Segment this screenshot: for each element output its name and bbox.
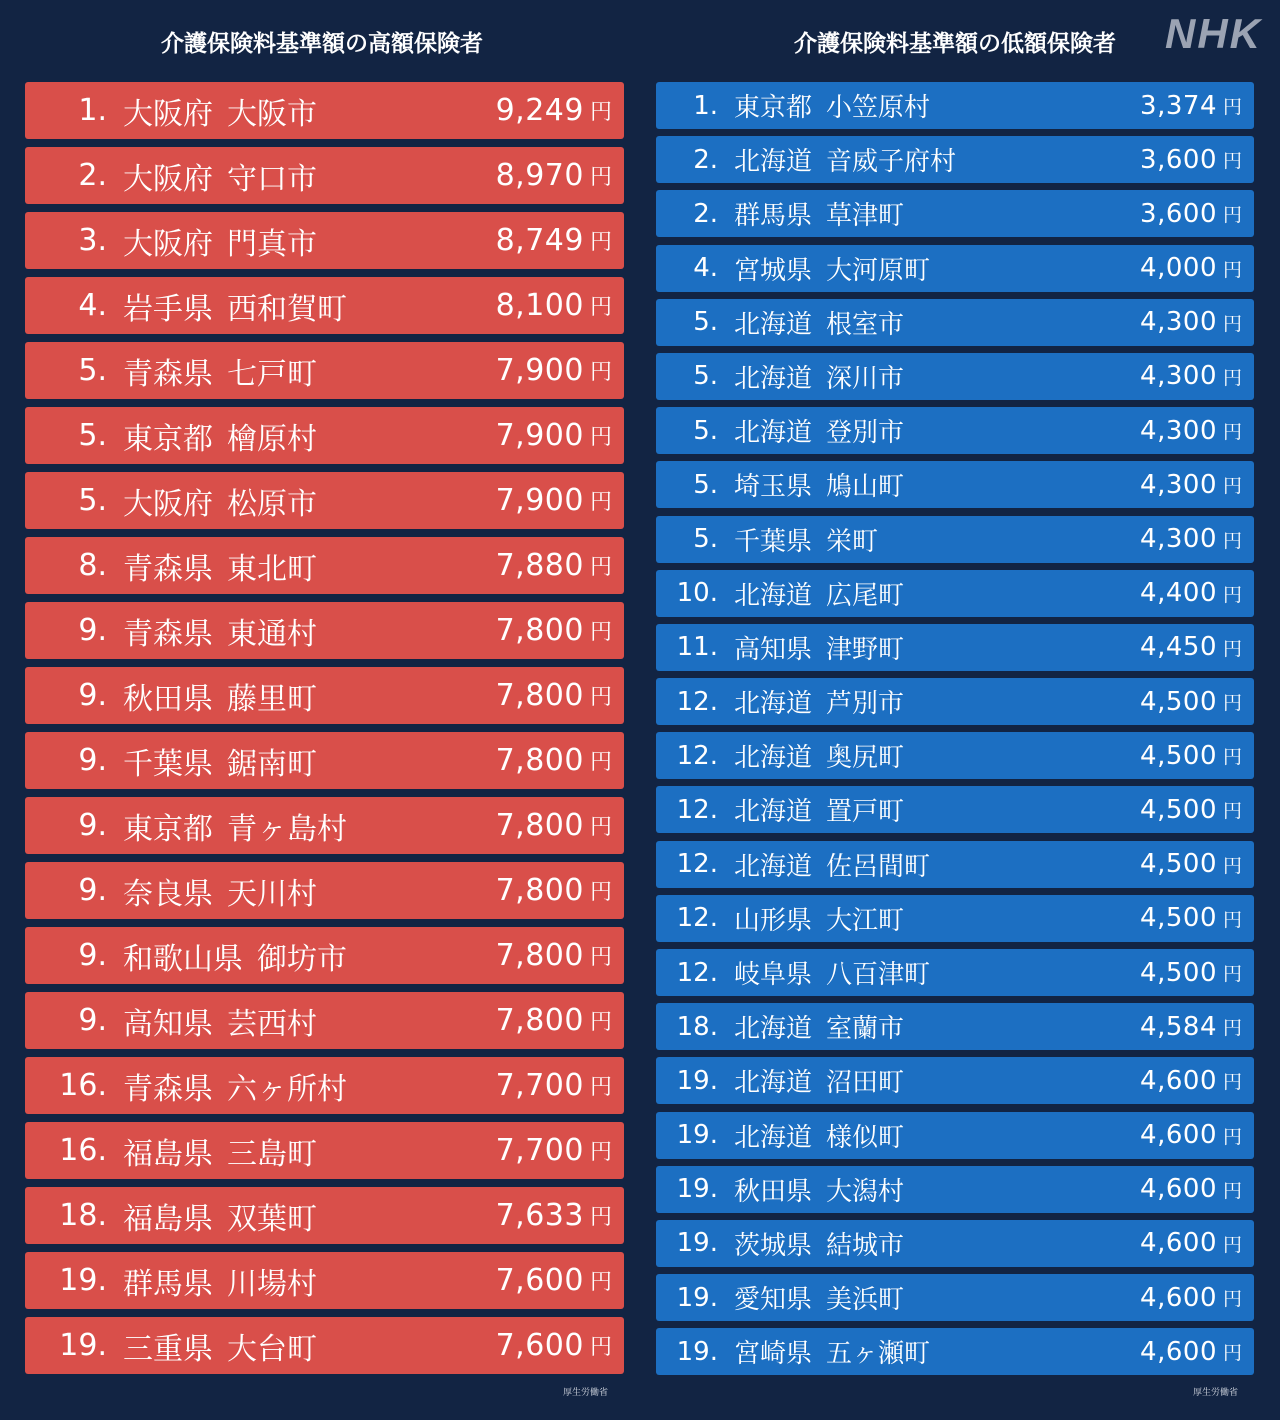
prefecture-name: 北海道 [734,797,813,828]
premium-amount: 4,500 [1140,740,1217,771]
prefecture-name: 埼玉県 [734,472,813,503]
premium-amount: 4,400 [1140,578,1217,609]
municipality-name: 檜原村 [227,421,317,457]
yen-unit: 円 [589,945,612,970]
rank-number: 12. [676,686,718,717]
municipality-name: 芸西村 [227,1006,317,1042]
municipality-name: 音威子府村 [826,147,957,178]
premium-amount: 8,749 [495,223,584,258]
municipality-name: 広尾町 [826,580,905,611]
yen-unit: 円 [1222,692,1242,715]
prefecture-name: 茨城県 [734,1230,813,1261]
ranking-row [25,1317,624,1374]
prefecture-name: 北海道 [734,309,813,340]
prefecture-name: 北海道 [734,418,813,449]
ranking-row [25,472,624,529]
yen-unit: 円 [1222,963,1242,985]
yen-unit: 円 [589,685,612,710]
yen-unit: 円 [1222,366,1242,389]
ranking-row [25,797,624,854]
rank-number: 8. [78,548,107,583]
premium-amount: 7,900 [495,353,584,388]
rank-number: 19. [676,1336,718,1367]
yen-unit: 円 [1222,1288,1242,1311]
ranking-row [656,1057,1254,1104]
municipality-name: 松原市 [227,486,317,522]
rank-number: 12. [676,957,718,988]
premium-amount: 4,600 [1140,1120,1217,1151]
rank-number: 10. [676,578,718,609]
yen-unit: 円 [1222,96,1242,118]
rank-number: 5. [78,353,107,388]
rank-number: 5. [693,307,718,338]
yen-unit: 円 [589,360,612,385]
prefecture-name: 北海道 [734,743,813,774]
prefecture-name: 北海道 [734,363,813,394]
yen-unit: 円 [1222,204,1242,227]
prefecture-name: 千葉県 [123,746,213,782]
yen-unit: 円 [1222,1017,1242,1040]
rank-number: 9. [78,873,107,908]
municipality-name: 根室市 [826,309,905,340]
ranking-row [656,136,1254,183]
nhk-logo [1124,10,1264,54]
ranking-row [656,624,1254,671]
municipality-name: 大台町 [227,1331,317,1367]
premium-amount: 4,600 [1140,1174,1217,1205]
high-premium-title: 介護保険料基準額の高額保険者 [161,30,483,57]
low-premium-title: 介護保険料基準額の低額保険者 [794,30,1116,57]
rank-number: 4. [78,288,107,323]
prefecture-name: 山形県 [734,905,813,936]
prefecture-name: 大阪府 [123,486,213,522]
municipality-name: 藤里町 [227,681,317,717]
ranking-row [25,1122,624,1179]
yen-unit: 円 [589,165,612,190]
prefecture-name: 東京都 [123,421,213,457]
ranking-row [656,353,1254,400]
rank-number: 2. [693,144,718,175]
prefecture-name: 群馬県 [123,1266,213,1302]
prefecture-name: 岩手県 [123,291,213,327]
ranking-row [656,1112,1254,1159]
yen-unit: 円 [1222,637,1242,660]
municipality-name: 鋸南町 [227,746,317,782]
premium-amount: 7,880 [495,548,584,583]
high-premium-source: 厚生労働省 [563,1388,609,1398]
premium-amount: 4,600 [1140,1336,1217,1367]
rank-number: 11. [676,632,718,663]
premium-amount: 7,600 [495,1328,584,1363]
municipality-name: 東通村 [227,616,317,652]
rank-number: 9. [78,1003,107,1038]
prefecture-name: 秋田県 [734,1176,813,1207]
yen-unit: 円 [589,1075,612,1100]
ranking-row [25,407,624,464]
ranking-row [656,516,1254,563]
premium-amount: 7,900 [495,418,584,453]
premium-amount: 4,300 [1140,307,1217,338]
rank-number: 5. [78,483,107,518]
yen-unit: 円 [1222,312,1242,335]
rank-number: 19. [59,1263,107,1298]
municipality-name: 三島町 [227,1136,317,1172]
yen-unit: 円 [589,425,612,450]
prefecture-name: 北海道 [734,1014,813,1045]
premium-amount: 8,100 [495,288,584,323]
yen-unit: 円 [1222,908,1242,931]
premium-amount: 7,800 [495,873,584,908]
ranking-row [25,667,624,724]
premium-amount: 4,000 [1140,253,1217,284]
municipality-name: 栄町 [826,526,879,557]
premium-amount: 4,600 [1140,1228,1217,1259]
ranking-row [656,245,1254,292]
rank-number: 9. [78,613,107,648]
municipality-name: 八百津町 [826,960,931,990]
municipality-name: 門真市 [227,226,317,262]
municipality-name: 室蘭市 [826,1014,905,1045]
municipality-name: 美浜町 [826,1285,905,1316]
yen-unit: 円 [589,620,612,645]
premium-amount: 7,800 [495,938,584,973]
ranking-row [656,1328,1254,1375]
ranking-row [656,895,1254,942]
ranking-row [656,1220,1254,1267]
prefecture-name: 千葉県 [734,526,813,557]
premium-amount: 3,374 [1140,90,1217,121]
premium-amount: 7,700 [495,1133,584,1168]
premium-amount: 7,800 [495,1003,584,1038]
premium-amount: 4,500 [1140,686,1217,717]
premium-amount: 4,584 [1140,1011,1217,1042]
municipality-name: 沼田町 [826,1068,905,1099]
municipality-name: 芦別市 [826,689,905,720]
prefecture-name: 大阪府 [123,226,213,262]
prefecture-name: 奈良県 [123,876,213,912]
ranking-row [25,1057,624,1114]
yen-unit: 円 [1222,421,1242,444]
ranking-row [25,277,624,334]
municipality-name: 青ヶ島村 [227,811,347,847]
rank-number: 4. [693,253,718,284]
prefecture-name: 東京都 [123,811,213,847]
prefecture-name: 北海道 [734,1068,813,1099]
prefecture-name: 北海道 [734,1122,813,1153]
yen-unit: 円 [589,230,612,255]
rank-number: 19. [59,1328,107,1363]
premium-amount: 9,249 [495,93,584,128]
yen-unit: 円 [589,815,612,840]
ranking-row [25,537,624,594]
municipality-name: 天川村 [227,876,317,912]
ranking-row [656,732,1254,779]
municipality-name: 川場村 [227,1266,317,1302]
prefecture-name: 秋田県 [123,681,213,717]
prefecture-name: 岐阜県 [734,960,813,990]
municipality-name: 大河原町 [826,255,931,286]
municipality-name: 西和賀町 [227,291,347,327]
municipality-name: 結城市 [826,1230,905,1261]
prefecture-name: 福島県 [123,1136,213,1172]
yen-unit: 円 [1222,258,1242,281]
rank-number: 19. [676,1282,718,1313]
rank-number: 16. [59,1133,107,1168]
ranking-row [25,342,624,399]
yen-unit: 円 [589,1140,612,1165]
municipality-name: 五ヶ瀬町 [826,1339,931,1370]
rank-number: 9. [78,743,107,778]
premium-amount: 7,800 [495,678,584,713]
prefecture-name: 北海道 [734,689,813,720]
ranking-row [656,82,1254,129]
ranking-row [656,407,1254,454]
ranking-row [25,732,624,789]
municipality-name: 大潟村 [826,1176,905,1207]
municipality-name: 御坊市 [257,941,347,977]
ranking-row [25,927,624,984]
municipality-name: 草津町 [826,201,905,232]
municipality-name: 東北町 [227,551,317,587]
yen-unit: 円 [1222,529,1242,552]
premium-amount: 4,300 [1140,469,1217,500]
premium-amount: 3,600 [1140,144,1217,175]
municipality-name: 守口市 [227,161,317,197]
ranking-row [25,602,624,659]
rank-number: 5. [78,418,107,453]
premium-amount: 7,800 [495,743,584,778]
ranking-row [25,992,624,1049]
premium-amount: 4,500 [1140,794,1217,825]
premium-amount: 4,500 [1140,957,1217,988]
rank-number: 19. [676,1174,718,1205]
prefecture-name: 北海道 [734,147,813,178]
ranking-row [25,1252,624,1309]
municipality-name: 登別市 [826,418,905,449]
rank-number: 3. [78,223,107,258]
prefecture-name: 青森県 [123,551,213,587]
rank-number: 12. [676,903,718,934]
prefecture-name: 青森県 [123,616,213,652]
yen-unit: 円 [1222,475,1242,498]
yen-unit: 円 [1222,800,1242,823]
municipality-name: 双葉町 [227,1201,317,1237]
premium-amount: 4,300 [1140,524,1217,554]
rank-number: 1. [693,90,718,121]
yen-unit: 円 [1222,1071,1242,1094]
ranking-row [656,1166,1254,1213]
rank-number: 12. [676,794,718,825]
rank-number: 9. [78,938,107,973]
high-premium-list [25,82,624,1382]
premium-amount: 8,970 [495,158,584,193]
rank-number: 9. [78,808,107,843]
premium-amount: 3,600 [1140,198,1217,229]
yen-unit: 円 [589,750,612,775]
rank-number: 19. [676,1065,718,1096]
nhk-logo-text: NHK [1165,10,1262,54]
low-premium-source: 厚生労働省 [1193,1388,1239,1398]
municipality-name: 津野町 [826,634,905,665]
ranking-row [656,1274,1254,1321]
yen-unit: 円 [589,100,612,125]
premium-amount: 7,800 [495,613,584,648]
rank-number: 5. [693,361,718,392]
rank-number: 5. [693,524,718,554]
ranking-row [25,82,624,139]
premium-amount: 4,300 [1140,361,1217,392]
ranking-row [656,461,1254,508]
premium-amount: 7,900 [495,483,584,518]
yen-unit: 円 [1222,854,1242,877]
municipality-name: 奥尻町 [826,743,905,774]
prefecture-name: 群馬県 [734,201,813,232]
rank-number: 5. [693,415,718,446]
prefecture-name: 高知県 [123,1006,213,1042]
rank-number: 16. [59,1068,107,1103]
rank-number: 18. [59,1198,107,1233]
rank-number: 9. [78,678,107,713]
prefecture-name: 福島県 [123,1201,213,1237]
premium-amount: 7,600 [495,1263,584,1298]
prefecture-name: 高知県 [734,634,813,665]
premium-amount: 4,450 [1140,632,1217,663]
ranking-row [656,1003,1254,1050]
prefecture-name: 青森県 [123,1071,213,1107]
rank-number: 19. [676,1120,718,1151]
yen-unit: 円 [1222,1179,1242,1202]
municipality-name: 鳩山町 [826,472,905,503]
yen-unit: 円 [1222,1125,1242,1148]
municipality-name: 大江町 [826,905,905,936]
ranking-row [656,299,1254,346]
yen-unit: 円 [1222,1233,1242,1256]
municipality-name: 佐呂間町 [826,851,931,882]
yen-unit: 円 [589,295,612,320]
prefecture-name: 宮城県 [734,255,813,286]
prefecture-name: 宮崎県 [734,1339,813,1370]
yen-unit: 円 [589,1205,612,1230]
premium-amount: 4,300 [1140,415,1217,446]
prefecture-name: 東京都 [734,93,813,123]
yen-unit: 円 [1222,1342,1242,1365]
yen-unit: 円 [589,1335,612,1360]
municipality-name: 小笠原村 [826,93,931,123]
ranking-row [25,212,624,269]
prefecture-name: 北海道 [734,580,813,611]
municipality-name: 置戸町 [826,797,905,828]
premium-amount: 7,800 [495,808,584,843]
yen-unit: 円 [1222,150,1242,173]
ranking-row [25,147,624,204]
premium-amount: 7,700 [495,1068,584,1103]
ranking-row [656,841,1254,888]
rank-number: 18. [676,1011,718,1042]
ranking-row [656,786,1254,833]
municipality-name: 様似町 [826,1122,905,1153]
prefecture-name: 大阪府 [123,161,213,197]
rank-number: 12. [676,849,718,880]
premium-amount: 4,600 [1140,1282,1217,1313]
yen-unit: 円 [589,1010,612,1035]
municipality-name: 七戸町 [227,356,317,392]
ranking-row [656,678,1254,725]
low-premium-list [656,82,1254,1383]
high-premium-column [25,0,624,1382]
ranking-row [656,570,1254,617]
premium-amount: 4,500 [1140,849,1217,880]
yen-unit: 円 [1222,746,1242,769]
rank-number: 2. [693,198,718,229]
ranking-row [25,1187,624,1244]
premium-amount: 7,633 [495,1198,584,1233]
ranking-row [656,190,1254,237]
prefecture-name: 大阪府 [123,96,213,132]
premium-amount: 4,500 [1140,903,1217,934]
prefecture-name: 青森県 [123,356,213,392]
rank-number: 19. [676,1228,718,1259]
ranking-row [25,862,624,919]
yen-unit: 円 [589,880,612,905]
yen-unit: 円 [589,555,612,580]
rank-number: 12. [676,740,718,771]
prefecture-name: 愛知県 [734,1285,813,1316]
premium-amount: 4,600 [1140,1065,1217,1096]
prefecture-name: 三重県 [123,1331,213,1367]
yen-unit: 円 [589,490,612,515]
prefecture-name: 北海道 [734,851,813,882]
rank-number: 5. [693,469,718,500]
yen-unit: 円 [1222,583,1242,606]
municipality-name: 六ヶ所村 [227,1071,347,1107]
municipality-name: 大阪市 [227,96,317,132]
yen-unit: 円 [589,1270,612,1295]
rank-number: 2. [78,158,107,193]
rank-number: 1. [78,93,107,128]
municipality-name: 深川市 [826,363,905,394]
ranking-row [656,949,1254,996]
low-premium-column [656,0,1254,1383]
prefecture-name: 和歌山県 [123,941,243,977]
